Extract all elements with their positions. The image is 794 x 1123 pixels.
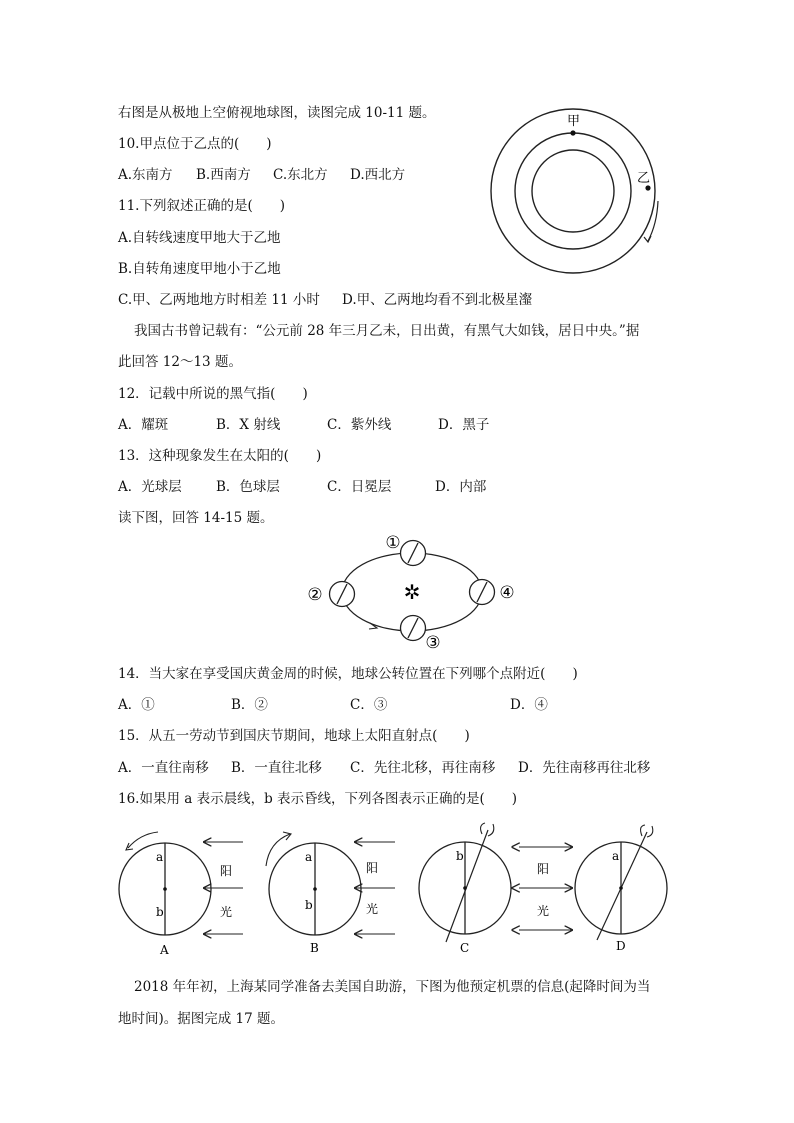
q12-option-a: A．耀斑 <box>118 417 169 433</box>
q15-option-a: A．一直往南移 <box>118 760 209 776</box>
sun-icon: ✲ <box>403 580 421 604</box>
q12-13-intro-line2: 此回答 12～13 题。 <box>118 354 242 370</box>
question-11: 11.下列叙述正确的是( ) <box>118 198 286 214</box>
diagram-b-label-b: b <box>305 898 313 912</box>
q14-option-d: D．④ <box>510 697 548 713</box>
diagram-a-label-b: b <box>156 905 164 919</box>
q14-option-c: C．③ <box>350 697 388 713</box>
q14-option-b: B．② <box>231 697 268 713</box>
diagram-c <box>419 823 511 955</box>
diagram-c-label-b: b <box>456 849 464 863</box>
q15-option-b: B．一直往北移 <box>231 760 322 776</box>
label-yi: 乙 <box>637 171 651 186</box>
inner-circle <box>532 150 614 232</box>
diagram-label-b: B <box>310 941 319 955</box>
q10-option-d: D.西北方 <box>350 167 406 183</box>
question-10: 10.甲点位于乙点的( ) <box>118 136 272 152</box>
sunlight-char-6: 光 <box>537 904 550 918</box>
diagram-a <box>119 832 211 957</box>
orbit-label-3: ③ <box>425 633 441 653</box>
q17-intro-line2: 地时间)。据图完成 17 题。 <box>118 1011 285 1027</box>
sunlight-char-2: 光 <box>220 905 233 919</box>
diagram-b-label-a: a <box>305 850 313 864</box>
q10-option-b: B.西南方 <box>196 167 251 183</box>
diagram-a-label-a: a <box>156 850 164 864</box>
orbit-figure <box>302 530 532 652</box>
question-15: 15．从五一劳动节到国庆节期间，地球上太阳直射点( ) <box>118 728 470 744</box>
orbit-label-2: ② <box>307 585 323 605</box>
q11-option-d: D.甲、乙两地均看不到北极星瀣 <box>342 292 533 308</box>
question-12: 12．记载中所说的黑气指( ) <box>118 386 308 402</box>
q15-option-c: C．先往北移，再往南移 <box>350 760 496 776</box>
q16-diagrams <box>112 828 682 958</box>
q14-15-intro: 读下图，回答 14-15 题。 <box>118 510 274 526</box>
q13-option-a: A．光球层 <box>118 479 182 495</box>
q12-option-b: B．X 射线 <box>216 417 281 433</box>
q12-13-intro-line1: 我国古书曾记载有：“公元前 28 年三月乙未，日出黄，有黑气大如钱，居日中央。”据 <box>134 323 640 339</box>
diagram-label-c: C <box>460 941 470 955</box>
q11-option-b: B.自转角速度甲地小于乙地 <box>118 261 281 277</box>
q10-11-intro: 右图是从极地上空俯视地球图，读图完成 10-11 题。 <box>118 105 436 121</box>
rotation-arrow-head <box>644 236 651 242</box>
q15-option-d: D．先往南移再往北移 <box>518 760 651 776</box>
diagram-d-label-a: a <box>612 849 620 863</box>
q10-option-a: A.东南方 <box>118 167 173 183</box>
question-16: 16.如果用 a 表示晨线，b 表示昏线，下列各图表示正确的是( ) <box>118 791 518 807</box>
q11-option-a: A.自转线速度甲地大于乙地 <box>118 230 281 246</box>
polar-view-figure <box>483 106 683 276</box>
q13-option-b: B．色球层 <box>216 479 280 495</box>
sunlight-char-5: 阳 <box>537 862 550 876</box>
diagram-b <box>266 832 361 955</box>
q14-option-a: A．① <box>118 697 155 713</box>
q12-option-d: D．黑子 <box>438 417 490 433</box>
point-jia <box>570 130 575 135</box>
sunlight-char-1: 阳 <box>220 864 233 878</box>
q10-option-c: C.东北方 <box>273 167 328 183</box>
sunlight-char-3: 阳 <box>366 861 379 875</box>
question-14: 14．当大家在享受国庆黄金周的时候，地球公转位置在下列哪个点附近( ) <box>118 666 578 682</box>
q11-option-c: C.甲、乙两地地方时相差 11 小时 <box>118 292 320 308</box>
diagram-label-d: D <box>616 939 626 953</box>
label-jia: 甲 <box>567 114 581 129</box>
point-yi <box>645 185 650 190</box>
q13-option-d: D．内部 <box>435 479 487 495</box>
q12-option-c: C．紫外线 <box>327 417 392 433</box>
sunlight-char-4: 光 <box>366 902 379 916</box>
diagram-d <box>575 825 667 953</box>
question-13: 13．这种现象发生在太阳的( ) <box>118 448 322 464</box>
orbit-label-1: ① <box>385 533 401 553</box>
q17-intro-line1: 2018 年年初，上海某同学准备去美国自助游，下图为他预定机票的信息(起降时间为当 <box>134 979 651 995</box>
orbit-label-4: ④ <box>499 583 515 603</box>
diagram-label-a: A <box>160 943 169 957</box>
q13-option-c: C．日冕层 <box>327 479 392 495</box>
